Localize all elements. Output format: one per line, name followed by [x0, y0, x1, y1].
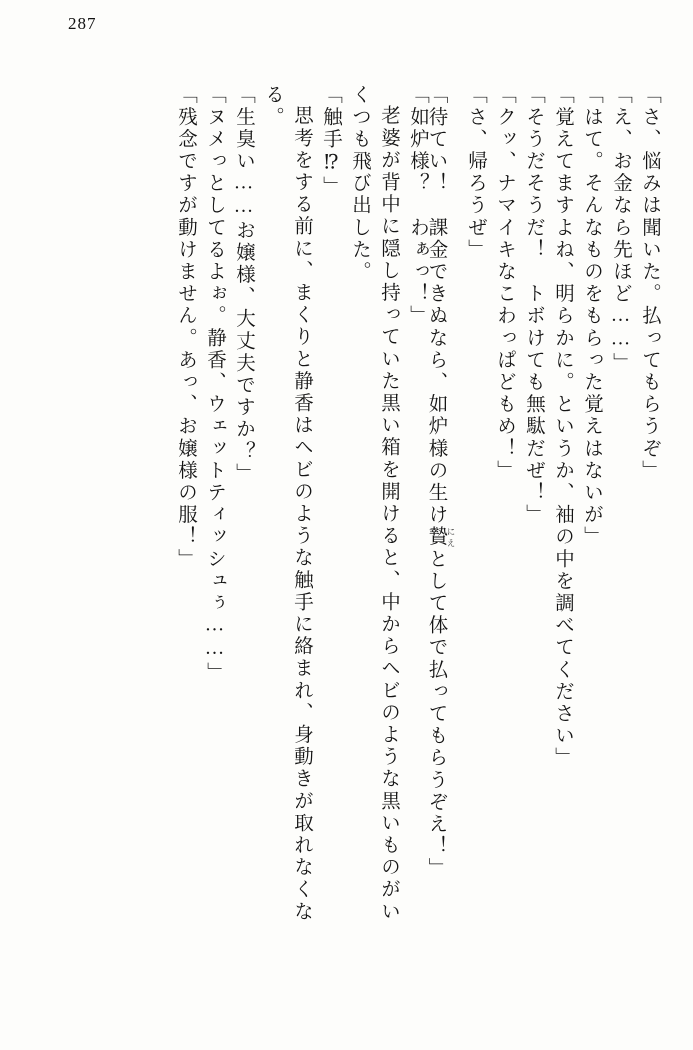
- text-line: 「如炉様？ わぁっ！」: [407, 84, 428, 328]
- text-line: る。: [262, 84, 283, 129]
- text-line: 「待てい！ 課金できぬなら、如炉様の生け贄 にえとして体で払ってもらうぞえ！」: [425, 84, 456, 880]
- text-line: 「クッ、ナマイキなこわっぱどもめ！」: [494, 84, 515, 482]
- text-line: 「残念ですが動けません。あっ、お嬢様の服！」: [175, 84, 196, 571]
- text-line: 「覚えてますよね、明らかに。というか、袖の中を調べてください」: [552, 84, 573, 770]
- text-line: 「え、お金なら先ほど……」: [610, 84, 631, 375]
- ruby-annotation: 贄 にえ: [425, 526, 456, 549]
- text-line: 「ヌメっとしてるよぉ。静香、ウェットティッシュぅ……」: [204, 84, 225, 684]
- text-line: 「はて。そんなものをもらった覚えはないが」: [581, 84, 602, 549]
- text-line: 「生臭い……お嬢様、大丈夫ですか？」: [233, 84, 254, 485]
- text-line: 「そうだそうだ！ トボけても無駄だぜ！」: [523, 84, 544, 526]
- text-line: 「さ、悩みは聞いた。払ってもらうぞ」: [639, 84, 660, 482]
- text-line: 「さ、帰ろうぜ」: [465, 84, 486, 261]
- text-line: くつも飛び出した。: [349, 84, 370, 283]
- text-line: 「触手⁉」: [320, 84, 341, 198]
- text-line: 老婆が背中に隠し持っていた黒い箱を開けると、中からヘビのような黒いものがい: [378, 105, 399, 923]
- vertical-text-body: [34, 84, 659, 1024]
- page-number: 287: [68, 14, 97, 33]
- text-line: 思考をする前に、まくりと静香はヘビのような触手に絡まれ、身動きが取れなくな: [291, 105, 312, 923]
